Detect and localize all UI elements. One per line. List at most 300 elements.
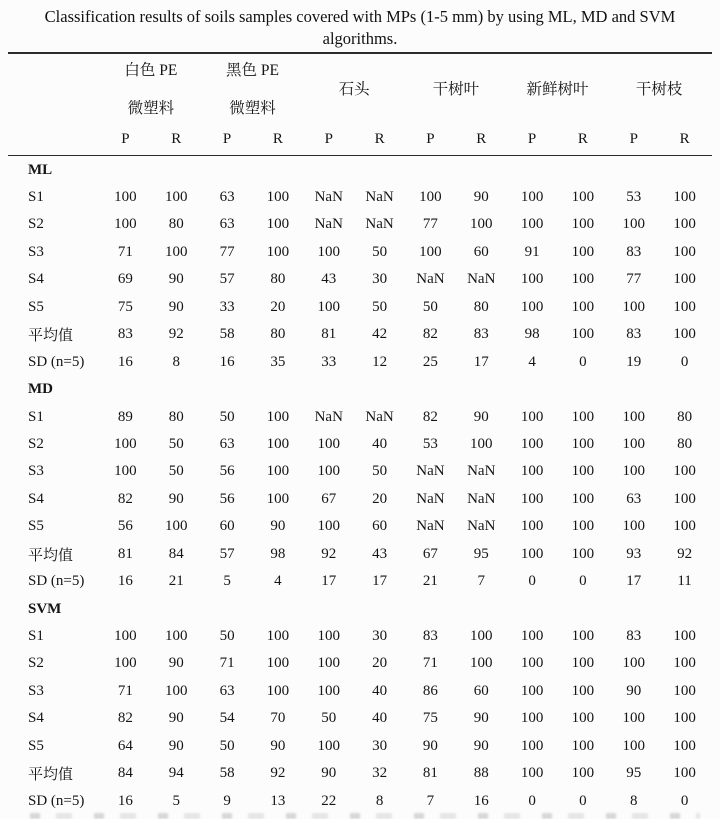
table-cell: 100: [520, 545, 544, 562]
table-cell: 100: [114, 435, 137, 452]
table-cell: 95: [626, 765, 642, 782]
table-cell: 0: [579, 792, 587, 809]
table-cell: 100: [571, 518, 595, 535]
row-label: S4: [28, 710, 44, 727]
table-cell: 92: [168, 326, 184, 343]
column-group-stone: [303, 54, 405, 124]
table-cell: 100: [520, 682, 544, 699]
row-label: S1: [28, 189, 44, 206]
column-group-label: 白色 PE: [124, 61, 178, 79]
table-cell: 90: [270, 518, 286, 535]
table-cell: 100: [571, 435, 595, 452]
table-cell: 50: [422, 298, 438, 315]
table-cell: 100: [622, 737, 645, 754]
column-group-fresh-leaves: [507, 54, 609, 124]
subheader-p: P: [527, 130, 537, 147]
table-row: [10, 760, 710, 787]
subheader-r: R: [476, 130, 487, 147]
column-group-white-pe: [100, 54, 202, 124]
table-cell: 90: [270, 737, 286, 754]
table-cell: 56: [219, 463, 235, 480]
table-cell: 7: [426, 792, 435, 809]
table-row: [10, 184, 710, 211]
table-cell: 40: [372, 435, 388, 452]
table-cell: 100: [317, 682, 340, 699]
table-cell: 100: [673, 271, 696, 288]
table-cell: 80: [168, 408, 184, 425]
table-cell: 81: [422, 765, 438, 782]
column-group-black-pe: [202, 54, 304, 124]
table-cell: 71: [422, 655, 438, 672]
table-cell: 100: [114, 628, 137, 645]
table-row: [10, 431, 710, 458]
table-cell: 60: [473, 682, 489, 699]
table-cell: 100: [317, 463, 340, 480]
table-cell: 33: [219, 298, 235, 315]
table-cell: 100: [571, 408, 595, 425]
table-cell: 100: [266, 682, 290, 699]
table-cell: 100: [673, 710, 696, 727]
table-cell: 84: [168, 545, 184, 562]
table-cell: 20: [372, 490, 388, 507]
subheader-r: R: [577, 130, 588, 147]
section-label: MD: [28, 381, 53, 398]
table-cell: 100: [673, 189, 696, 206]
table-cell: 82: [117, 490, 133, 507]
row-label: S3: [28, 682, 44, 699]
table-cell: NaN: [467, 518, 496, 535]
table-cell: 100: [571, 737, 595, 754]
row-label: SD (n=5): [28, 573, 85, 590]
table-cell: 100: [571, 243, 595, 260]
table-row: [10, 678, 710, 705]
table-cell: 77: [219, 243, 235, 260]
table-body: [10, 156, 710, 815]
table-row: [10, 787, 710, 814]
table-cell: 100: [469, 435, 493, 452]
row-label: S3: [28, 243, 44, 260]
table-row: [10, 568, 710, 595]
table-cell: 8: [629, 792, 638, 809]
table-cell: 100: [114, 189, 137, 206]
table-cell: 63: [219, 189, 235, 206]
table-cell: 21: [422, 573, 438, 590]
table-cell: NaN: [365, 216, 394, 233]
row-label: S2: [28, 435, 44, 452]
subheader-p: P: [222, 130, 232, 147]
table-cell: 60: [473, 243, 489, 260]
column-group-label: 石头: [338, 80, 370, 98]
table-cell: 100: [673, 216, 696, 233]
table-cell: 100: [520, 737, 544, 754]
table-cell: 90: [168, 655, 184, 672]
table-cell: 100: [673, 490, 696, 507]
table-cell: 35: [270, 353, 286, 370]
table-cell: 100: [571, 682, 595, 699]
table-cell: 80: [270, 271, 286, 288]
table-cell: NaN: [467, 463, 496, 480]
table-cell: 100: [266, 463, 290, 480]
table-cell: 100: [266, 408, 290, 425]
table-cell: 93: [626, 545, 642, 562]
table-cell: 75: [117, 298, 133, 315]
table-cell: 92: [270, 765, 286, 782]
table-cell: 100: [469, 655, 493, 672]
table-cell: NaN: [314, 408, 343, 425]
table-cell: 100: [673, 298, 696, 315]
table-cell: 50: [219, 408, 235, 425]
table-cell: 71: [219, 655, 235, 672]
table-cell: NaN: [365, 408, 394, 425]
table-cell: 50: [372, 243, 388, 260]
table-cell: 50: [219, 628, 235, 645]
table-cell: 81: [117, 545, 133, 562]
table-cell: 100: [673, 655, 696, 672]
row-label: S1: [28, 408, 44, 425]
table-cell: 100: [317, 518, 340, 535]
table-cell: 50: [168, 435, 184, 452]
table-cell: 100: [317, 628, 340, 645]
table-cell: 100: [673, 463, 696, 480]
table-cell: 42: [372, 326, 388, 343]
table-cell: 100: [520, 408, 544, 425]
table-cell: 56: [219, 490, 235, 507]
table-cell: 17: [372, 573, 388, 590]
table-cell: 71: [117, 682, 133, 699]
table-cell: 83: [626, 628, 642, 645]
row-label: S5: [28, 518, 44, 535]
table-cell: 5: [223, 573, 231, 590]
table-cell: 98: [524, 326, 540, 343]
table-cell: NaN: [416, 490, 445, 507]
table-cell: 50: [219, 737, 235, 754]
table-cell: 83: [626, 243, 642, 260]
table-cell: 100: [622, 518, 645, 535]
table-cell: 100: [266, 189, 290, 206]
table-cell: 90: [168, 298, 184, 315]
table-cell: 92: [677, 545, 693, 562]
row-label: 平均值: [28, 767, 74, 784]
table-cell: 100: [571, 490, 595, 507]
table-cell: 63: [219, 435, 235, 452]
table-cell: 100: [673, 628, 696, 645]
table-cell: 100: [571, 655, 595, 672]
table-cell: 60: [372, 518, 388, 535]
table-cell: 40: [372, 682, 388, 699]
table-cell: 100: [520, 216, 544, 233]
table-cell: 90: [473, 737, 489, 754]
table-cell: 80: [677, 435, 693, 452]
table-cell: 5: [172, 792, 180, 809]
table-cell: 16: [117, 573, 133, 590]
section-label: ML: [28, 161, 53, 178]
table-row: [10, 486, 710, 513]
table-cell: 100: [317, 655, 340, 672]
table-cell: NaN: [365, 189, 394, 206]
table-cell: 4: [528, 353, 536, 370]
table-cell: 100: [164, 243, 188, 260]
table-cell: 83: [473, 326, 489, 343]
table-cell: 89: [117, 408, 133, 425]
table-cell: 100: [622, 298, 645, 315]
table-cell: 81: [321, 326, 337, 343]
table-cell: 25: [422, 353, 438, 370]
table-cell: 16: [473, 792, 489, 809]
table-cell: 57: [219, 271, 235, 288]
table-cell: NaN: [416, 518, 445, 535]
table-cell: 67: [422, 545, 438, 562]
table-cell: 50: [168, 463, 184, 480]
table-cell: 100: [266, 435, 290, 452]
subheader-r: R: [272, 130, 283, 147]
column-group-label: 黑色 PE: [226, 61, 279, 79]
column-group-label: 新鲜树叶: [526, 80, 589, 98]
subheader-p: P: [324, 130, 333, 147]
table-cell: 100: [520, 463, 544, 480]
table-cell: 100: [469, 216, 493, 233]
row-label: S2: [28, 216, 44, 233]
table-cell: 88: [473, 765, 489, 782]
table-cell: 100: [266, 243, 290, 260]
table-cell: 16: [117, 792, 133, 809]
table-cell: 0: [579, 353, 587, 370]
row-label: S1: [28, 628, 44, 645]
table-cell: 100: [622, 408, 645, 425]
row-label: S5: [28, 737, 44, 754]
table-cell: 8: [375, 792, 384, 809]
table-cell: 100: [622, 435, 645, 452]
table-cell: 12: [372, 353, 388, 370]
table-cell: 100: [622, 710, 645, 727]
subheader-row-pr: [10, 124, 710, 155]
table-cell: NaN: [416, 463, 445, 480]
table-cell: 0: [579, 573, 587, 590]
table-row: [10, 348, 710, 375]
column-group-dry-leaves: [405, 54, 507, 124]
table-cell: 30: [372, 737, 388, 754]
table-cell: 100: [520, 189, 544, 206]
section-label: SVM: [28, 600, 62, 617]
table-caption-line1: Classification results of soils samples covered with MPs (1-5 mm) by using ML, MD and SVM: [44, 7, 676, 26]
table-cell: 19: [626, 353, 642, 370]
row-label-header-spacer: [10, 54, 100, 124]
section-row-ml: [10, 156, 710, 183]
column-group-label: 微塑料: [127, 99, 175, 117]
table-cell: 100: [673, 243, 696, 260]
table-cell: 83: [117, 326, 133, 343]
table-cell: 70: [270, 710, 286, 727]
table-cell: 100: [673, 518, 696, 535]
table-cell: 0: [680, 353, 689, 370]
table-row: [10, 403, 710, 430]
row-label: SD (n=5): [28, 353, 85, 370]
subheader-r: R: [679, 130, 690, 147]
table-cell: 84: [117, 765, 133, 782]
table-cell: 80: [473, 298, 489, 315]
table-cell: 90: [422, 737, 438, 754]
table-cell: 100: [164, 518, 188, 535]
table-cell: 100: [571, 463, 595, 480]
table-cell: 91: [524, 243, 540, 260]
table-cell: 16: [117, 353, 133, 370]
table-cell: 100: [164, 628, 188, 645]
table-cell: 100: [571, 189, 595, 206]
table-row: [10, 705, 710, 732]
column-group-label: 干树枝: [635, 80, 683, 98]
row-label: SD (n=5): [28, 792, 85, 809]
table-cell: 100: [571, 298, 595, 315]
table-cell: 90: [168, 271, 184, 288]
table-row: [10, 541, 710, 568]
table-cell: 80: [270, 326, 286, 343]
table-cell: 43: [372, 545, 388, 562]
table-cell: 100: [673, 737, 696, 754]
table-caption-line2: algorithms.: [322, 29, 398, 48]
table-cell: 63: [219, 216, 235, 233]
table-cell: 53: [626, 189, 642, 206]
table-cell: NaN: [314, 216, 343, 233]
table-cell: 100: [520, 298, 544, 315]
table-cell: NaN: [416, 271, 445, 288]
table-cell: 50: [372, 463, 388, 480]
table-cell: 100: [520, 435, 544, 452]
row-label: S4: [28, 271, 44, 288]
table-cell: 82: [422, 408, 438, 425]
table-cell: 95: [473, 545, 489, 562]
row-label: S3: [28, 463, 44, 480]
table-cell: 69: [117, 271, 133, 288]
table-cell: 90: [321, 765, 337, 782]
table-cell: 100: [317, 435, 340, 452]
table-cell: 100: [114, 216, 137, 233]
table-cell: 77: [626, 271, 642, 288]
table-cell: 67: [321, 490, 337, 507]
column-group-label: 微塑料: [229, 99, 276, 117]
table-cell: 100: [673, 765, 696, 782]
table-cell: 82: [422, 326, 438, 343]
table-cell: 17: [473, 353, 489, 370]
row-label: S2: [28, 655, 44, 672]
section-row-svm: [10, 595, 710, 622]
table-cell: 11: [677, 573, 692, 590]
table-cell: 100: [114, 655, 137, 672]
table-cell: 50: [321, 710, 337, 727]
table-cell: 90: [168, 490, 184, 507]
table-cell: 20: [270, 298, 286, 315]
table-cell: 100: [317, 737, 340, 754]
table-cell: 17: [321, 573, 337, 590]
cutoff-text-artifact: [30, 813, 700, 819]
table-cell: 100: [520, 490, 544, 507]
table-cell: 13: [270, 792, 286, 809]
table-cell: 100: [571, 628, 595, 645]
subheader-p: P: [121, 130, 130, 147]
table-row: [10, 211, 710, 238]
table-cell: 0: [680, 792, 689, 809]
table-row: [10, 513, 710, 540]
subheader-p: P: [629, 130, 638, 147]
subheader-r: R: [374, 130, 385, 147]
table-cell: 100: [571, 326, 595, 343]
table-cell: 30: [372, 628, 388, 645]
table-cell: 100: [419, 243, 442, 260]
column-group-dry-branches: [608, 54, 710, 124]
table-row: [10, 650, 710, 677]
table-cell: 100: [266, 216, 290, 233]
table-cell: 4: [274, 573, 282, 590]
section-row-md: [10, 376, 710, 403]
table-row: [10, 623, 710, 650]
table-cell: 86: [422, 682, 438, 699]
table-cell: 100: [571, 545, 595, 562]
table-row: [10, 239, 710, 266]
table-cell: 83: [422, 628, 438, 645]
table-cell: 57: [219, 545, 235, 562]
table-cell: 100: [571, 216, 595, 233]
table-cell: 22: [321, 792, 337, 809]
table-cell: 71: [117, 243, 133, 260]
column-group-label: 干树叶: [432, 80, 480, 98]
table-cell: 80: [168, 216, 184, 233]
table-cell: 90: [473, 408, 489, 425]
table-cell: 98: [270, 545, 286, 562]
table-cell: 58: [219, 765, 235, 782]
table-cell: 40: [372, 710, 388, 727]
table-cell: NaN: [467, 490, 496, 507]
subheader-r: R: [171, 130, 182, 147]
table-cell: 90: [626, 682, 642, 699]
table-cell: 21: [168, 573, 184, 590]
table-cell: 63: [219, 682, 235, 699]
table-cell: 90: [473, 710, 489, 727]
table-cell: 100: [520, 765, 544, 782]
table-cell: 92: [321, 545, 337, 562]
table-cell: 30: [372, 271, 388, 288]
row-label: 平均值: [28, 328, 74, 345]
table-cell: 100: [419, 189, 442, 206]
table-cell: 83: [626, 326, 642, 343]
table-cell: 16: [219, 353, 235, 370]
subheader-p: P: [426, 130, 435, 147]
table-cell: 90: [168, 710, 184, 727]
table-cell: 33: [321, 353, 337, 370]
table-cell: NaN: [314, 189, 343, 206]
table-cell: 100: [622, 463, 645, 480]
table-cell: 32: [372, 765, 388, 782]
table-cell: 100: [673, 326, 696, 343]
table-cell: 100: [520, 518, 544, 535]
table-cell: 100: [571, 710, 595, 727]
table-cell: 100: [266, 628, 290, 645]
table-caption: [0, 0, 720, 49]
table-cell: 9: [223, 792, 231, 809]
table-row: [10, 266, 710, 293]
table-cell: 17: [626, 573, 642, 590]
table-cell: 90: [168, 737, 184, 754]
table-cell: 100: [520, 628, 544, 645]
table-cell: 100: [673, 682, 696, 699]
row-label: S4: [28, 490, 44, 507]
table-cell: 100: [164, 189, 188, 206]
table-cell: 0: [528, 573, 536, 590]
table-row: [10, 733, 710, 760]
table-cell: 100: [266, 490, 290, 507]
table-cell: 8: [172, 353, 180, 370]
table-cell: 100: [520, 655, 544, 672]
table-cell: 77: [422, 216, 438, 233]
table-row: [10, 321, 710, 348]
table-cell: 100: [317, 243, 340, 260]
